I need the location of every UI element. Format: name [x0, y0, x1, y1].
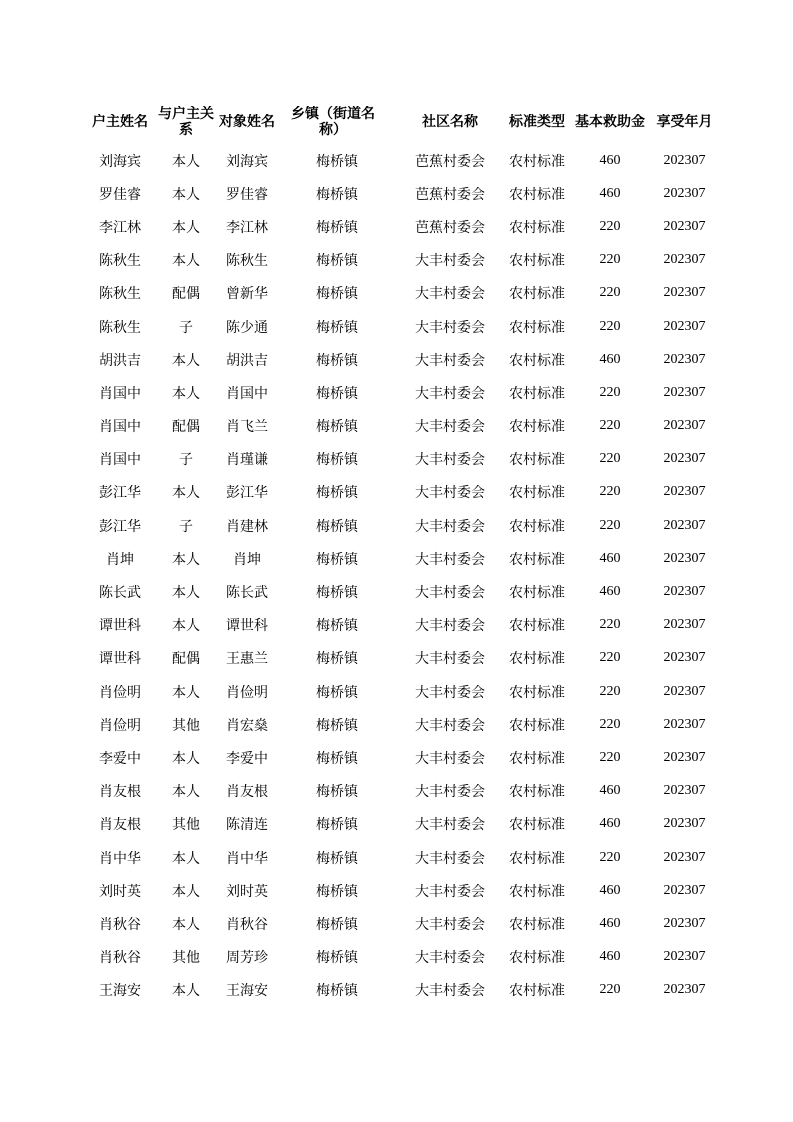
relation-cell: 本人 [172, 850, 200, 867]
relation-cell: 本人 [172, 219, 200, 236]
township-cell: 梅桥镇 [316, 153, 358, 170]
relation-cell: 本人 [172, 618, 200, 635]
householder-name-cell: 刘海宾 [99, 153, 141, 170]
standard-type-cell: 农村标准 [509, 485, 565, 502]
community-cell: 大丰村委会 [415, 684, 485, 701]
township-cell: 梅桥镇 [316, 485, 358, 502]
standard-type-cell: 农村标准 [509, 518, 565, 535]
community-cell: 大丰村委会 [415, 385, 485, 402]
standard-type-cell: 农村标准 [509, 319, 565, 336]
householder-name-cell: 谭世科 [99, 651, 141, 668]
community-cell: 大丰村委会 [415, 950, 485, 967]
period-cell: 202307 [663, 451, 706, 467]
township-cell: 梅桥镇 [316, 419, 358, 436]
householder-name-cell: 肖友根 [99, 784, 141, 801]
aid-amount-cell: 220 [599, 318, 621, 334]
table-row [86, 642, 721, 675]
community-cell: 大丰村委会 [415, 916, 485, 933]
aid-amount-cell: 460 [599, 351, 621, 367]
relation-cell: 本人 [172, 186, 200, 203]
householder-name-cell: 彭江华 [99, 518, 141, 535]
township-cell: 梅桥镇 [316, 585, 358, 602]
aid-amount-cell: 220 [599, 384, 621, 400]
column-header: 与户主关系 [158, 106, 214, 138]
township-cell: 梅桥镇 [316, 717, 358, 734]
table-row [86, 609, 721, 642]
period-cell: 202307 [663, 285, 706, 301]
table-row [86, 941, 721, 974]
table-row [86, 542, 721, 575]
township-cell: 梅桥镇 [316, 750, 358, 767]
standard-type-cell: 农村标准 [509, 784, 565, 801]
standard-type-cell: 农村标准 [509, 153, 565, 170]
relation-cell: 其他 [172, 717, 200, 734]
standard-type-cell: 农村标准 [509, 883, 565, 900]
standard-type-cell: 农村标准 [509, 452, 565, 469]
relation-cell: 本人 [172, 684, 200, 701]
community-cell: 大丰村委会 [415, 717, 485, 734]
assistance-table [86, 100, 721, 1007]
table-row [86, 376, 721, 409]
standard-type-cell: 农村标准 [509, 684, 565, 701]
standard-type-cell: 农村标准 [509, 385, 565, 402]
recipient-name-cell: 周芳珍 [226, 950, 268, 967]
community-cell: 大丰村委会 [415, 817, 485, 834]
table-row [86, 443, 721, 476]
standard-type-cell: 农村标准 [509, 850, 565, 867]
township-cell: 梅桥镇 [316, 651, 358, 668]
period-cell: 202307 [663, 418, 706, 434]
township-cell: 梅桥镇 [316, 850, 358, 867]
relation-cell: 子 [179, 518, 193, 535]
standard-type-cell: 农村标准 [509, 618, 565, 635]
recipient-name-cell: 谭世科 [226, 618, 268, 635]
table-row [86, 675, 721, 708]
table-row [86, 741, 721, 774]
relation-cell: 本人 [172, 352, 200, 369]
aid-amount-cell: 460 [599, 550, 621, 566]
township-cell: 梅桥镇 [316, 319, 358, 336]
community-cell: 大丰村委会 [415, 784, 485, 801]
column-header: 基本救助金 [575, 114, 645, 130]
recipient-name-cell: 肖瑾谦 [226, 452, 268, 469]
recipient-name-cell: 陈秋生 [226, 253, 268, 270]
relation-cell: 本人 [172, 153, 200, 170]
relation-cell: 其他 [172, 817, 200, 834]
period-cell: 202307 [663, 584, 706, 600]
period-cell: 202307 [663, 882, 706, 898]
recipient-name-cell: 刘时英 [226, 883, 268, 900]
aid-amount-cell: 220 [599, 418, 621, 434]
recipient-name-cell: 罗佳睿 [226, 186, 268, 203]
householder-name-cell: 罗佳睿 [99, 186, 141, 203]
aid-amount-cell: 460 [599, 882, 621, 898]
period-cell: 202307 [663, 252, 706, 268]
recipient-name-cell: 肖飞兰 [226, 419, 268, 436]
relation-cell: 本人 [172, 253, 200, 270]
table-row [86, 343, 721, 376]
township-cell: 梅桥镇 [316, 551, 358, 568]
relation-cell: 配偶 [172, 419, 200, 436]
aid-amount-cell: 460 [599, 152, 621, 168]
period-cell: 202307 [663, 915, 706, 931]
relation-cell: 本人 [172, 385, 200, 402]
relation-cell: 本人 [172, 750, 200, 767]
householder-name-cell: 肖秋谷 [99, 950, 141, 967]
period-cell: 202307 [663, 749, 706, 765]
period-cell: 202307 [663, 949, 706, 965]
aid-amount-cell: 220 [599, 683, 621, 699]
table-row [86, 775, 721, 808]
standard-type-cell: 农村标准 [509, 916, 565, 933]
community-cell: 大丰村委会 [415, 585, 485, 602]
householder-name-cell: 肖国中 [99, 385, 141, 402]
householder-name-cell: 肖俭明 [99, 684, 141, 701]
householder-name-cell: 刘时英 [99, 883, 141, 900]
recipient-name-cell: 刘海宾 [226, 153, 268, 170]
standard-type-cell: 农村标准 [509, 219, 565, 236]
householder-name-cell: 陈长武 [99, 585, 141, 602]
township-cell: 梅桥镇 [316, 452, 358, 469]
township-cell: 梅桥镇 [316, 784, 358, 801]
table-row [86, 144, 721, 177]
relation-cell: 本人 [172, 485, 200, 502]
aid-amount-cell: 220 [599, 218, 621, 234]
community-cell: 大丰村委会 [415, 983, 485, 1000]
township-cell: 梅桥镇 [316, 618, 358, 635]
relation-cell: 其他 [172, 950, 200, 967]
community-cell: 大丰村委会 [415, 883, 485, 900]
period-cell: 202307 [663, 550, 706, 566]
community-cell: 大丰村委会 [415, 551, 485, 568]
householder-name-cell: 肖坤 [106, 551, 134, 568]
recipient-name-cell: 李江林 [226, 219, 268, 236]
township-cell: 梅桥镇 [316, 817, 358, 834]
standard-type-cell: 农村标准 [509, 286, 565, 303]
township-cell: 梅桥镇 [316, 518, 358, 535]
table-row [86, 808, 721, 841]
table-row [86, 907, 721, 940]
recipient-name-cell: 王惠兰 [226, 651, 268, 668]
recipient-name-cell: 彭江华 [226, 485, 268, 502]
period-cell: 202307 [663, 218, 706, 234]
table-row [86, 476, 721, 509]
aid-amount-cell: 460 [599, 816, 621, 832]
relation-cell: 子 [179, 452, 193, 469]
householder-name-cell: 肖友根 [99, 817, 141, 834]
aid-amount-cell: 220 [599, 252, 621, 268]
period-cell: 202307 [663, 351, 706, 367]
column-header: 社区名称 [422, 114, 478, 130]
recipient-name-cell: 肖建林 [226, 518, 268, 535]
householder-name-cell: 李爱中 [99, 750, 141, 767]
recipient-name-cell: 肖秋谷 [226, 916, 268, 933]
period-cell: 202307 [663, 783, 706, 799]
standard-type-cell: 农村标准 [509, 750, 565, 767]
table-row [86, 310, 721, 343]
period-cell: 202307 [663, 484, 706, 500]
relation-cell: 本人 [172, 585, 200, 602]
township-cell: 梅桥镇 [316, 883, 358, 900]
standard-type-cell: 农村标准 [509, 950, 565, 967]
township-cell: 梅桥镇 [316, 983, 358, 1000]
householder-name-cell: 谭世科 [99, 618, 141, 635]
householder-name-cell: 陈秋生 [99, 253, 141, 270]
community-cell: 芭蕉村委会 [415, 153, 485, 170]
period-cell: 202307 [663, 683, 706, 699]
township-cell: 梅桥镇 [316, 253, 358, 270]
community-cell: 大丰村委会 [415, 452, 485, 469]
aid-amount-cell: 220 [599, 617, 621, 633]
period-cell: 202307 [663, 152, 706, 168]
column-header: 对象姓名 [219, 114, 275, 130]
standard-type-cell: 农村标准 [509, 186, 565, 203]
recipient-name-cell: 肖坤 [233, 551, 261, 568]
community-cell: 芭蕉村委会 [415, 186, 485, 203]
householder-name-cell: 肖俭明 [99, 717, 141, 734]
householder-name-cell: 胡洪吉 [99, 352, 141, 369]
period-cell: 202307 [663, 517, 706, 533]
table-row [86, 177, 721, 210]
aid-amount-cell: 460 [599, 584, 621, 600]
standard-type-cell: 农村标准 [509, 983, 565, 1000]
township-cell: 梅桥镇 [316, 950, 358, 967]
recipient-name-cell: 肖友根 [226, 784, 268, 801]
recipient-name-cell: 曾新华 [226, 286, 268, 303]
relation-cell: 本人 [172, 916, 200, 933]
period-cell: 202307 [663, 982, 706, 998]
householder-name-cell: 王海安 [99, 983, 141, 1000]
aid-amount-cell: 460 [599, 185, 621, 201]
aid-amount-cell: 220 [599, 749, 621, 765]
table-row [86, 210, 721, 243]
community-cell: 大丰村委会 [415, 750, 485, 767]
standard-type-cell: 农村标准 [509, 585, 565, 602]
township-cell: 梅桥镇 [316, 385, 358, 402]
relation-cell: 本人 [172, 983, 200, 1000]
table-row [86, 708, 721, 741]
period-cell: 202307 [663, 318, 706, 334]
township-cell: 梅桥镇 [316, 186, 358, 203]
table-header-row [86, 100, 721, 144]
community-cell: 大丰村委会 [415, 518, 485, 535]
column-header: 享受年月 [656, 114, 713, 130]
community-cell: 大丰村委会 [415, 319, 485, 336]
township-cell: 梅桥镇 [316, 352, 358, 369]
community-cell: 大丰村委会 [415, 850, 485, 867]
standard-type-cell: 农村标准 [509, 419, 565, 436]
recipient-name-cell: 陈长武 [226, 585, 268, 602]
recipient-name-cell: 肖宏燊 [226, 717, 268, 734]
aid-amount-cell: 220 [599, 982, 621, 998]
standard-type-cell: 农村标准 [509, 352, 565, 369]
township-cell: 梅桥镇 [316, 684, 358, 701]
aid-amount-cell: 220 [599, 285, 621, 301]
aid-amount-cell: 220 [599, 451, 621, 467]
aid-amount-cell: 460 [599, 949, 621, 965]
standard-type-cell: 农村标准 [509, 551, 565, 568]
table-row [86, 974, 721, 1007]
relation-cell: 子 [179, 319, 193, 336]
aid-amount-cell: 220 [599, 517, 621, 533]
recipient-name-cell: 李爱中 [226, 750, 268, 767]
recipient-name-cell: 肖中华 [226, 850, 268, 867]
table-row [86, 841, 721, 874]
table-row [86, 244, 721, 277]
community-cell: 大丰村委会 [415, 651, 485, 668]
column-header: 乡镇（街道名称） [291, 106, 375, 138]
community-cell: 大丰村委会 [415, 352, 485, 369]
aid-amount-cell: 220 [599, 650, 621, 666]
aid-amount-cell: 460 [599, 783, 621, 799]
township-cell: 梅桥镇 [316, 286, 358, 303]
householder-name-cell: 肖国中 [99, 452, 141, 469]
table-row [86, 277, 721, 310]
township-cell: 梅桥镇 [316, 219, 358, 236]
period-cell: 202307 [663, 716, 706, 732]
township-cell: 梅桥镇 [316, 916, 358, 933]
recipient-name-cell: 陈清连 [226, 817, 268, 834]
aid-amount-cell: 220 [599, 484, 621, 500]
recipient-name-cell: 肖俭明 [226, 684, 268, 701]
householder-name-cell: 彭江华 [99, 485, 141, 502]
community-cell: 大丰村委会 [415, 618, 485, 635]
relation-cell: 配偶 [172, 651, 200, 668]
period-cell: 202307 [663, 849, 706, 865]
table-row [86, 509, 721, 542]
period-cell: 202307 [663, 617, 706, 633]
aid-amount-cell: 460 [599, 915, 621, 931]
period-cell: 202307 [663, 816, 706, 832]
column-header: 标准类型 [509, 114, 565, 130]
period-cell: 202307 [663, 185, 706, 201]
recipient-name-cell: 王海安 [226, 983, 268, 1000]
community-cell: 芭蕉村委会 [415, 219, 485, 236]
householder-name-cell: 陈秋生 [99, 319, 141, 336]
householder-name-cell: 李江林 [99, 219, 141, 236]
period-cell: 202307 [663, 384, 706, 400]
relation-cell: 配偶 [172, 286, 200, 303]
recipient-name-cell: 陈少通 [226, 319, 268, 336]
community-cell: 大丰村委会 [415, 286, 485, 303]
community-cell: 大丰村委会 [415, 485, 485, 502]
standard-type-cell: 农村标准 [509, 253, 565, 270]
householder-name-cell: 肖秋谷 [99, 916, 141, 933]
relation-cell: 本人 [172, 784, 200, 801]
table-row [86, 874, 721, 907]
period-cell: 202307 [663, 650, 706, 666]
householder-name-cell: 肖中华 [99, 850, 141, 867]
relation-cell: 本人 [172, 883, 200, 900]
aid-amount-cell: 220 [599, 849, 621, 865]
table-row [86, 410, 721, 443]
recipient-name-cell: 肖国中 [226, 385, 268, 402]
householder-name-cell: 陈秋生 [99, 286, 141, 303]
aid-amount-cell: 220 [599, 716, 621, 732]
community-cell: 大丰村委会 [415, 419, 485, 436]
column-header: 户主姓名 [92, 114, 148, 130]
relation-cell: 本人 [172, 551, 200, 568]
standard-type-cell: 农村标准 [509, 651, 565, 668]
community-cell: 大丰村委会 [415, 253, 485, 270]
standard-type-cell: 农村标准 [509, 817, 565, 834]
table-row [86, 575, 721, 608]
standard-type-cell: 农村标准 [509, 717, 565, 734]
householder-name-cell: 肖国中 [99, 419, 141, 436]
recipient-name-cell: 胡洪吉 [226, 352, 268, 369]
